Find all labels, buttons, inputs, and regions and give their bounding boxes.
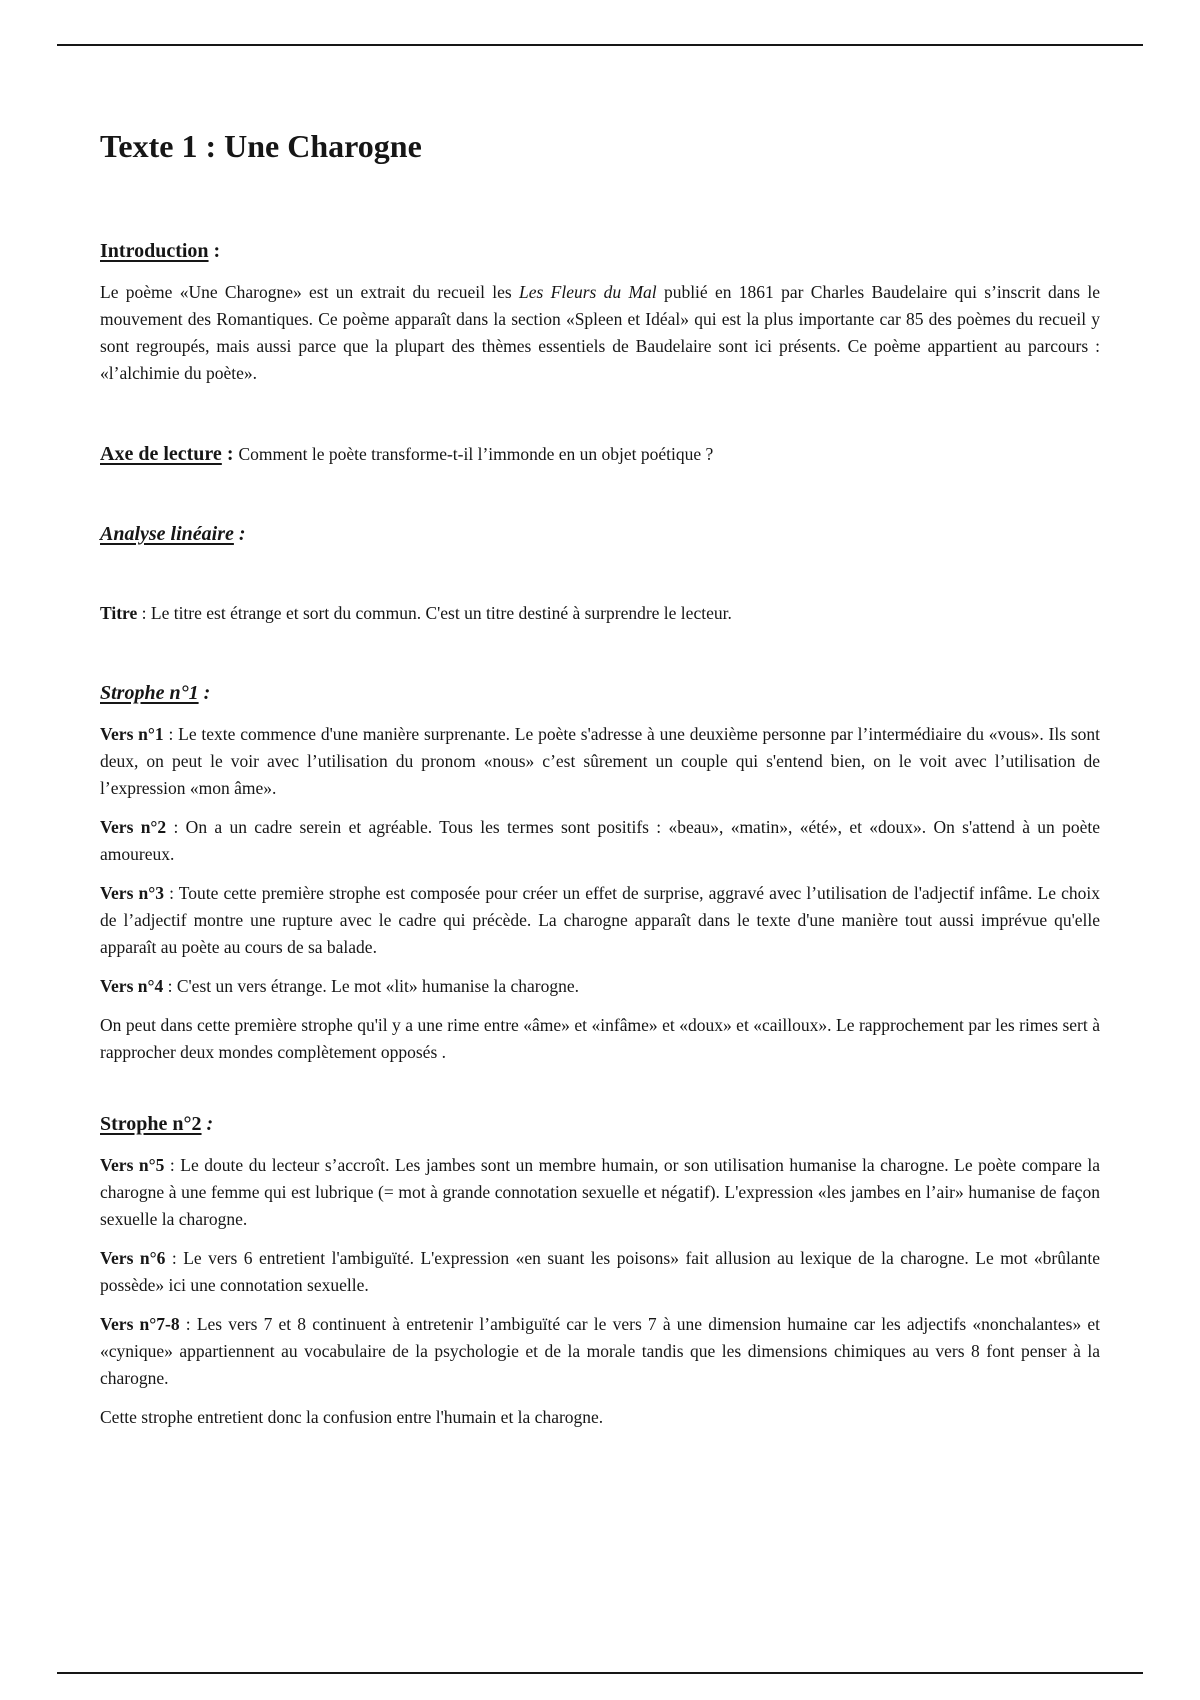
introduction-paragraph xyxy=(100,279,1100,387)
vers-4-text: : C'est un vers étrange. Le mot «lit» humanise la charogne. xyxy=(163,975,579,996)
vers-3-label: Vers n°3 xyxy=(100,882,164,903)
page-bottom-rule xyxy=(57,1672,1143,1674)
document-content xyxy=(100,0,1100,1431)
vers-4-label: Vers n°4 xyxy=(100,975,164,996)
vers-1-paragraph xyxy=(100,721,1100,802)
axe-de-lecture-text: Comment le poète transforme-t-il l’immonde en un objet poétique ? xyxy=(238,443,714,464)
strophe-2-heading-colon: : xyxy=(201,1112,214,1135)
axe-de-lecture-line xyxy=(100,441,1100,468)
vers-3-text: : Toute cette première strophe est composée pour créer un effet de surprise, aggravé avec l’utilisation de l'adjectif infâme. Le choix de l’adjectif montre une rupture avec le cadre qui précède. La charogne apparaît dans le texte d'une manière tout aussi imprévue qu'elle apparaît au poète au cours de sa balade. xyxy=(100,882,1100,957)
analyse-heading-colon: : xyxy=(233,522,246,545)
vers-2-paragraph xyxy=(100,814,1100,868)
vers-5-paragraph xyxy=(100,1152,1100,1233)
vers-4-paragraph xyxy=(100,973,1100,1000)
axe-de-lecture-colon: : xyxy=(221,442,239,465)
section-heading-strophe-2 xyxy=(100,1112,1100,1136)
vers-6-text: : Le vers 6 entretient l'ambiguïté. L'expression «en suant les poisons» fait allusion au lexique de la charogne. Le mot «brûlante possède» ici une connotation sexuelle. xyxy=(100,1247,1101,1295)
vers-5-text: : Le doute du lecteur s’accroît. Les jambes sont un membre humain, or son utilisation humanise la charogne. Le poète compare la charogne à une femme qui est lubrique (= mot à grande connotation sexuelle et négatif). L'expression «les jambes en l’air» humanise de façon sexuelle la charogne. xyxy=(100,1154,1100,1229)
section-heading-analyse-lineaire xyxy=(100,522,1100,546)
strophe-1-heading-text: Strophe n°1 xyxy=(100,681,199,704)
introduction-heading-colon: : xyxy=(208,239,221,262)
strophe-1-closing-paragraph: On peut dans cette première strophe qu'il y a une rime entre «âme» et «infâme» et «doux» et «cailloux». Le rapprochement par les rimes sert à rapprocher deux mondes complètement opposés . xyxy=(100,1014,1100,1062)
axe-de-lecture-heading: Axe de lecture xyxy=(100,442,222,465)
titre-label: Titre xyxy=(100,602,138,623)
vers-5-label: Vers n°5 xyxy=(100,1154,165,1175)
analyse-heading-text: Analyse linéaire xyxy=(100,522,234,545)
vers-7-8-label: Vers n°7-8 xyxy=(100,1313,180,1334)
introduction-text-before: Le poème «Une Charogne» est un extrait du recueil les xyxy=(100,281,520,302)
vers-1-text: : Le texte commence d'une manière surprenante. Le poète s'adresse à une deuxième personne par l’intermédiaire du «vous». Ils sont deux, on peut le voir avec l’utilisation du pronom «nous» c’est sûrement un couple qui s'entend bien, on le voit avec l’utilisation de l’expression «mon âme». xyxy=(100,723,1100,798)
vers-7-8-paragraph xyxy=(100,1311,1100,1392)
introduction-text-after: publié en 1861 par Charles Baudelaire qui s’inscrit dans le mouvement des Romantiques. Ce poème apparaît dans la section «Spleen et Idéal» qui est la plus importante car 85 des poèmes du recueil y sont regroupés, mais aussi parce que la plupart des thèmes essentiels de Baudelaire sont ici présents. Ce poème appartient au parcours : «l’alchimie du poète». xyxy=(100,281,1100,383)
introduction-text-italic: Les Fleurs du Mal xyxy=(519,281,657,302)
titre-paragraph xyxy=(100,600,1100,627)
vers-1-label: Vers n°1 xyxy=(100,723,164,744)
vers-3-paragraph xyxy=(100,880,1100,961)
vers-7-8-text: : Les vers 7 et 8 continuent à entretenir l’ambiguïté car le vers 7 à une dimension humaine car les adjectifs «nonchalantes» et «cynique» appartiennent au vocabulaire de la psychologie et de la morale tandis que les dimensions chimiques au vers 8 font penser à la charogne. xyxy=(100,1313,1100,1388)
titre-text: : Le titre est étrange et sort du commun. C'est un titre destiné à surprendre le lecteur. xyxy=(137,602,732,623)
strophe-1-heading-colon: : xyxy=(198,681,211,704)
introduction-heading-text: Introduction xyxy=(100,239,209,262)
section-heading-strophe-1 xyxy=(100,681,1100,705)
vers-6-paragraph xyxy=(100,1245,1100,1299)
section-heading-introduction xyxy=(100,239,1100,263)
page-title: Texte 1 : Une Charogne xyxy=(100,128,422,164)
vers-2-label: Vers n°2 xyxy=(100,816,167,837)
vers-6-label: Vers n°6 xyxy=(100,1247,166,1268)
strophe-2-closing-paragraph: Cette strophe entretient donc la confusion entre l'humain et la charogne. xyxy=(100,1406,604,1427)
strophe-2-heading-text: Strophe n°2 xyxy=(100,1112,202,1135)
vers-2-text: : On a un cadre serein et agréable. Tous les termes sont positifs : «beau», «matin», «été», et «doux». On s'attend à un poète amoureux. xyxy=(100,816,1100,864)
